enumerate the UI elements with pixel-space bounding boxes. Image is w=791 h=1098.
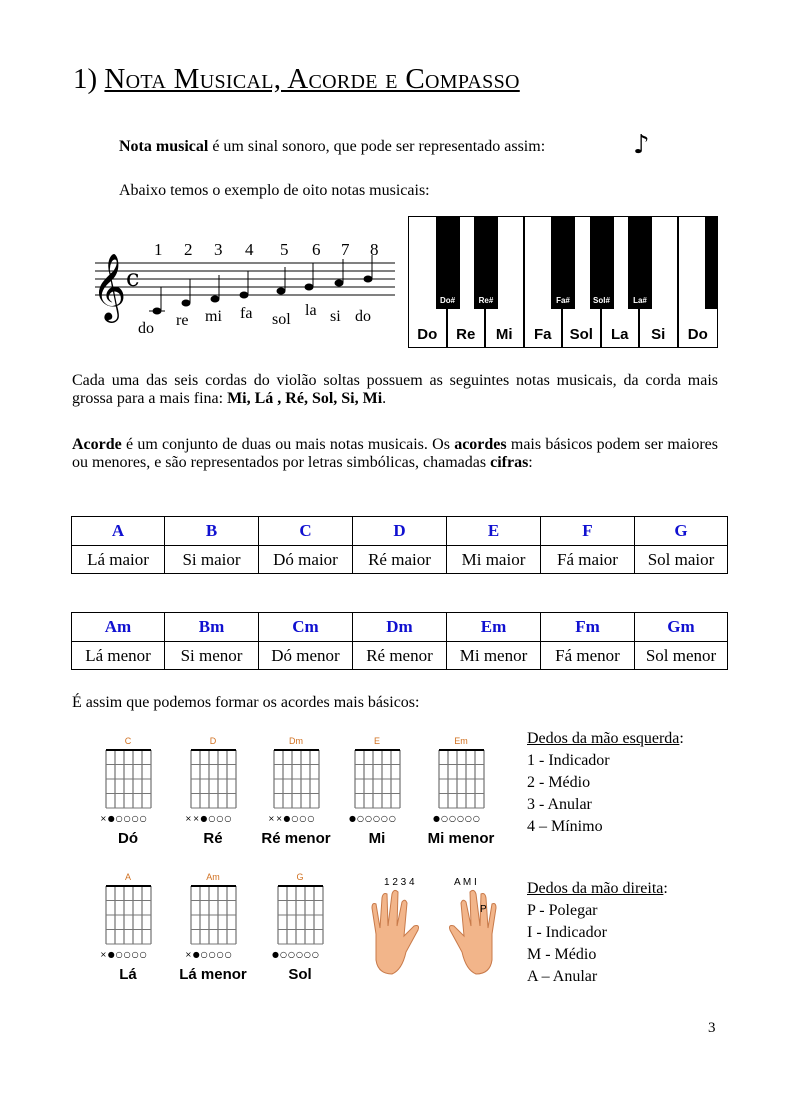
right-hand-legend (527, 878, 668, 988)
chord-top-label: Am (206, 872, 220, 882)
major-chords-table (71, 516, 728, 574)
note-head (335, 280, 344, 287)
chord-name-cell: Sol maior (635, 546, 728, 574)
intro-example: Abaixo temos o exemplo de oito notas musicais: (119, 182, 430, 199)
strings-bold: Mi, Lá , Ré, Sol, Si, Mi (227, 390, 383, 407)
note-name: la (305, 302, 317, 319)
black-key (705, 217, 717, 309)
chord-symbol-cell: Dm (353, 613, 447, 642)
right-hand-finger-letters: A M I (454, 877, 477, 888)
chord-diagram (185, 748, 241, 812)
chord-diagram (100, 748, 156, 812)
black-key (551, 217, 575, 309)
right-hand-heading: Dedos da mão direita (527, 880, 664, 897)
intro-bold: Nota musical (119, 138, 209, 155)
note-name: do (355, 308, 371, 325)
note-name: fa (240, 305, 253, 322)
chord-name-cell: Lá menor (72, 642, 165, 670)
acorde-bold-1: Acorde (72, 436, 122, 453)
hand-legend-item: 3 - Anular (527, 796, 592, 813)
chord-diagram (272, 884, 328, 948)
chord-diagram (185, 884, 241, 948)
chord-top-label: Dm (289, 736, 303, 746)
white-key-label: Mi (495, 326, 513, 343)
chord-name-cell: Si menor (165, 642, 259, 670)
white-key-label: Fa (533, 326, 552, 343)
hand-legend-item: A – Anular (527, 968, 598, 985)
left-hand-colon: : (679, 730, 684, 747)
note-number: 4 (245, 240, 254, 259)
note-number: 8 (370, 240, 379, 259)
hand-legend-item: P - Polegar (527, 902, 598, 919)
chord-top-label: D (209, 736, 217, 746)
chord-symbol-cell: Em (447, 613, 541, 642)
note-number: 1 (154, 240, 163, 259)
chord-name: Dó (118, 830, 138, 847)
note-number: 7 (341, 240, 350, 259)
open-muted-strings: ××●○○○ (185, 814, 233, 823)
black-key-label: Do# (439, 296, 456, 305)
chord-symbol-cell: Gm (635, 613, 728, 642)
basic-chords-intro: É assim que podemos formar os acordes mais básicos: (72, 694, 420, 711)
hands-illustration (362, 874, 510, 986)
chord-symbol-cell: F (541, 517, 635, 546)
chord-name-cell: Dó menor (259, 642, 353, 670)
acorde-text-2: mais básicos podem ser maiores ou menores, e são representados por letras simbólicas, chamadas (72, 436, 719, 471)
left-hand-finger-numbers: 1 2 3 4 (384, 877, 415, 888)
chord-top-label: G (296, 872, 304, 882)
right-hand-colon: : (663, 880, 668, 897)
chord-name-cell: Sol menor (635, 642, 728, 670)
chord-name: Sol (288, 966, 312, 983)
treble-clef-icon: 𝄞 (92, 252, 127, 320)
chord-symbol-cell: A (72, 517, 165, 546)
chord-symbol-cell: Cm (259, 613, 353, 642)
black-key (474, 217, 498, 309)
intro-rest: é um sinal sonoro, que pode ser representado assim: (208, 138, 546, 155)
strings-end: . (382, 390, 387, 407)
acorde-paragraph (72, 436, 718, 472)
hand-legend-item: 2 - Médio (527, 774, 591, 791)
chord-diagram (100, 884, 156, 948)
open-muted-strings: ×●○○○○ (100, 950, 148, 959)
note-name: sol (272, 311, 291, 328)
chord-diagram (433, 748, 489, 812)
page-title (73, 62, 520, 96)
open-muted-strings: ●○○○○○ (433, 814, 481, 823)
note-number: 3 (214, 240, 223, 259)
page-number: 3 (708, 1020, 716, 1036)
chord-symbol-cell: G (635, 517, 728, 546)
hand-legend-item: M - Médio (527, 946, 597, 963)
chord-name: Ré (203, 830, 223, 847)
chord-name-cell: Mi menor (447, 642, 541, 670)
note-head (364, 276, 373, 283)
hand-legend-item: 1 - Indicador (527, 752, 610, 769)
black-key-label: Sol# (593, 296, 610, 305)
note-head (182, 300, 191, 307)
acorde-text-3: : (528, 454, 533, 471)
open-muted-strings: ×●○○○○ (185, 950, 233, 959)
black-key-label: La# (633, 296, 647, 305)
minor-chords-table (71, 612, 728, 670)
strings-text: Cada uma das seis cordas do violão soltas possuem as seguintes notas musicais, da corda mais grossa para a mais fina: (72, 372, 718, 407)
note-name: do (138, 320, 154, 337)
left-hand-heading: Dedos da mão esquerda (527, 730, 680, 747)
white-key-label: Sol (569, 326, 593, 343)
chord-top-label: C (124, 736, 132, 746)
chord-name-cell: Ré menor (353, 642, 447, 670)
chord-top-label: Em (454, 736, 468, 746)
open-muted-strings: ××●○○○ (268, 814, 316, 823)
chord-name-cell: Ré maior (353, 546, 447, 574)
chord-name: Mi (368, 830, 386, 847)
title-number: 1) (73, 63, 98, 95)
note-number: 6 (312, 240, 321, 259)
acorde-bold-3: cifras (490, 454, 529, 471)
chord-symbol-cell: Bm (165, 613, 259, 642)
open-muted-strings: ●○○○○○ (349, 814, 397, 823)
title-text: Nota Musical, Acorde e Compasso (104, 63, 520, 95)
chord-name-cell: Fá maior (541, 546, 635, 574)
eighth-note-icon: ♪ (633, 130, 650, 160)
note-number: 2 (184, 240, 193, 259)
note-head (240, 292, 249, 299)
chord-symbol-cell: D (353, 517, 447, 546)
strings-paragraph (72, 372, 718, 408)
chord-diagram (349, 748, 405, 812)
piano-keyboard (408, 216, 718, 348)
open-muted-strings: ●○○○○○ (272, 950, 320, 959)
acorde-text-1: é um conjunto de duas ou mais notas musicais. Os (121, 436, 455, 453)
acorde-bold-2: acordes (454, 436, 507, 453)
left-hand-legend (527, 728, 684, 838)
note-head (305, 284, 314, 291)
white-key-label: Do (687, 326, 708, 343)
white-key-label: La (610, 326, 629, 343)
chord-name-cell: Mi maior (447, 546, 541, 574)
intro-line (119, 138, 545, 156)
chord-name-cell: Fá menor (541, 642, 635, 670)
chord-symbol-cell: C (259, 517, 353, 546)
note-number: 5 (280, 240, 289, 259)
note-name: re (176, 312, 189, 329)
chord-top-label: A (124, 872, 131, 882)
hand-legend-item: 4 – Mínimo (527, 818, 603, 835)
black-key (628, 217, 652, 309)
note-name: mi (205, 308, 222, 325)
white-key-label: Re (456, 326, 476, 343)
note-head (277, 288, 286, 295)
common-time-icon: c (126, 264, 140, 292)
open-muted-strings: ×●○○○○ (100, 814, 148, 823)
note-name: si (330, 308, 341, 325)
hand-legend-item: I - Indicador (527, 924, 607, 941)
chord-name-cell: Lá maior (72, 546, 165, 574)
chord-symbol-cell: E (447, 517, 541, 546)
white-key-label: Do (417, 326, 438, 343)
black-key (436, 217, 460, 309)
chord-symbol-cell: Am (72, 613, 165, 642)
note-head (211, 296, 220, 303)
thumb-letter: P (480, 904, 487, 915)
black-key-label: Fa# (556, 296, 570, 305)
chord-name: Ré menor (261, 830, 331, 847)
black-key-label: Re# (478, 296, 494, 305)
chord-name: Mi menor (427, 830, 495, 847)
chord-diagram (268, 748, 324, 812)
chord-name-cell: Dó maior (259, 546, 353, 574)
white-key-label: Si (651, 326, 666, 343)
black-key (590, 217, 614, 309)
chord-symbol-cell: B (165, 517, 259, 546)
chord-symbol-cell: Fm (541, 613, 635, 642)
chord-name-cell: Si maior (165, 546, 259, 574)
chord-name: Lá (119, 966, 137, 983)
chord-name: Lá menor (179, 966, 247, 983)
chord-top-label: E (373, 736, 380, 746)
